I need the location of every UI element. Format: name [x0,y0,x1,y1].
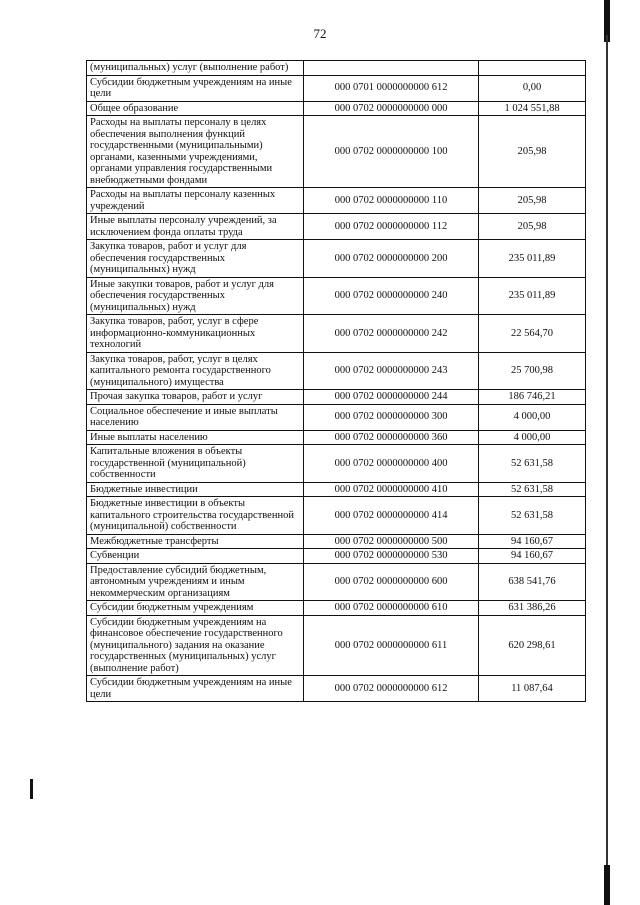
table-row [87,240,586,278]
table-row [87,549,586,564]
expense-name-cell: Закупка товаров, работ и услуг для обеспечения государственных (муниципальных) нужд [87,240,304,278]
expense-name-cell: Общее образование [87,101,304,116]
amount-cell: 205,98 [479,188,586,214]
budget-code-cell: 000 0702 0000000000 360 [304,430,479,445]
amount-cell: 0,00 [479,75,586,101]
expense-name-cell: Закупка товаров, работ, услуг в целях капитального ремонта государственного (муниципального) имущества [87,352,304,390]
budget-code-cell: 000 0702 0000000000 410 [304,482,479,497]
table-row [87,430,586,445]
amount-cell: 25 700,98 [479,352,586,390]
budget-code-cell: 000 0702 0000000000 610 [304,601,479,616]
amount-cell: 11 087,64 [479,676,586,702]
budget-code-cell: 000 0702 0000000000 200 [304,240,479,278]
table-row [87,445,586,483]
budget-code-cell: 000 0702 0000000000 244 [304,390,479,405]
table-row [87,352,586,390]
amount-cell: 22 564,70 [479,315,586,353]
table-row [87,315,586,353]
budget-table-body [87,61,586,702]
scan-mark [30,779,33,799]
amount-cell: 52 631,58 [479,445,586,483]
table-row [87,116,586,188]
budget-table [86,60,586,702]
budget-code-cell: 000 0702 0000000000 110 [304,188,479,214]
amount-cell: 638 541,76 [479,563,586,601]
expense-name-cell: Субсидии бюджетным учреждениям на финансовое обеспечение государственного (муниципального) задания на оказание государственных (муниципальных) услуг (выполнение работ) [87,615,304,676]
amount-cell: 205,98 [479,214,586,240]
budget-code-cell: 000 0702 0000000000 242 [304,315,479,353]
table-row [87,75,586,101]
budget-code-cell: 000 0702 0000000000 000 [304,101,479,116]
expense-name-cell: Субвенции [87,549,304,564]
expense-name-cell: Межбюджетные трансферты [87,534,304,549]
expense-name-cell: Бюджетные инвестиции [87,482,304,497]
table-row [87,534,586,549]
table-row [87,61,586,76]
expense-name-cell: (муниципальных) услуг (выполнение работ) [87,61,304,76]
expense-name-cell: Предоставление субсидий бюджетным, автономным учреждениям и иным некоммерческим организациям [87,563,304,601]
budget-code-cell: 000 0702 0000000000 100 [304,116,479,188]
expense-name-cell: Субсидии бюджетным учреждениям [87,601,304,616]
table-row [87,676,586,702]
amount-cell: 4 000,00 [479,404,586,430]
page-number: 72 [313,26,327,41]
expense-name-cell: Иные выплаты персоналу учреждений, за исключением фонда оплаты труда [87,214,304,240]
amount-cell: 52 631,58 [479,482,586,497]
budget-code-cell: 000 0702 0000000000 500 [304,534,479,549]
amount-cell: 235 011,89 [479,240,586,278]
amount-cell: 1 024 551,88 [479,101,586,116]
amount-cell: 186 746,21 [479,390,586,405]
scan-edge-line [606,35,608,865]
table-row [87,404,586,430]
budget-code-cell [304,61,479,76]
amount-cell: 4 000,00 [479,430,586,445]
budget-code-cell: 000 0701 0000000000 612 [304,75,479,101]
table-row [87,188,586,214]
amount-cell: 52 631,58 [479,497,586,535]
table-row [87,390,586,405]
budget-code-cell: 000 0702 0000000000 400 [304,445,479,483]
budget-code-cell: 000 0702 0000000000 243 [304,352,479,390]
budget-code-cell: 000 0702 0000000000 414 [304,497,479,535]
expense-name-cell: Иные выплаты населению [87,430,304,445]
expense-name-cell: Социальное обеспечение и иные выплаты населению [87,404,304,430]
amount-cell: 94 160,67 [479,534,586,549]
expense-name-cell: Прочая закупка товаров, работ и услуг [87,390,304,405]
expense-name-cell: Субсидии бюджетным учреждениям на иные цели [87,676,304,702]
amount-cell: 620 298,61 [479,615,586,676]
table-row [87,563,586,601]
amount-cell: 94 160,67 [479,549,586,564]
table-row [87,214,586,240]
amount-cell: 631 386,26 [479,601,586,616]
budget-code-cell: 000 0702 0000000000 611 [304,615,479,676]
amount-cell [479,61,586,76]
table-row [87,601,586,616]
expense-name-cell: Расходы на выплаты персоналу в целях обеспечения выполнения функций государственными (муниципальными) органами, казенными учреждениями, органами управления государственными внебюджетными фондами [87,116,304,188]
expense-name-cell: Субсидии бюджетным учреждениям на иные цели [87,75,304,101]
expense-name-cell: Капитальные вложения в объекты государственной (муниципальной) собственности [87,445,304,483]
budget-code-cell: 000 0702 0000000000 612 [304,676,479,702]
expense-name-cell: Иные закупки товаров, работ и услуг для обеспечения государственных (муниципальных) нужд [87,277,304,315]
table-row [87,101,586,116]
amount-cell: 205,98 [479,116,586,188]
budget-code-cell: 000 0702 0000000000 600 [304,563,479,601]
budget-code-cell: 000 0702 0000000000 240 [304,277,479,315]
budget-code-cell: 000 0702 0000000000 112 [304,214,479,240]
table-row [87,497,586,535]
amount-cell: 235 011,89 [479,277,586,315]
expense-name-cell: Закупка товаров, работ, услуг в сфере информационно-коммуникационных технологий [87,315,304,353]
table-row [87,277,586,315]
budget-code-cell: 000 0702 0000000000 530 [304,549,479,564]
budget-code-cell: 000 0702 0000000000 300 [304,404,479,430]
scan-edge-bar-bottom [604,865,610,905]
table-row [87,482,586,497]
table-row [87,615,586,676]
expense-name-cell: Бюджетные инвестиции в объекты капитального строительства государственной (муниципальной) собственности [87,497,304,535]
expense-name-cell: Расходы на выплаты персоналу казенных учреждений [87,188,304,214]
